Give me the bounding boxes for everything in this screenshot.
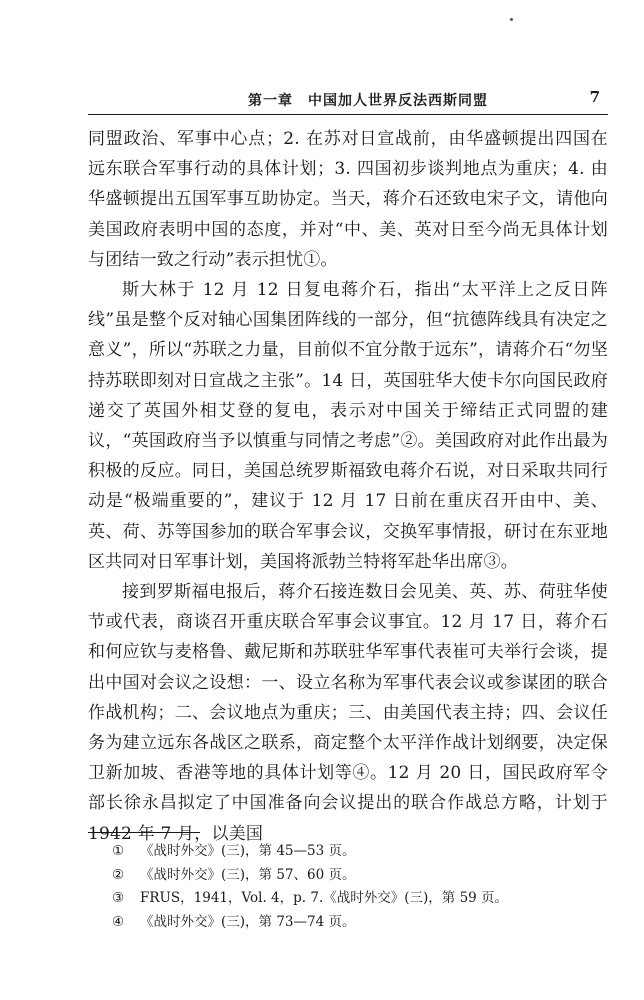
paragraph-2: 斯大林于 12 月 12 日复电蒋介石，指出“太平洋上之反日阵线”虽是整个反对轴心国集团阵线的一部分，但“抗德阵线具有决定之意义”，所以“苏联之力量，目前似不宜分散于远东”，请蒋介石“勿坚持苏联即刻对日宣战之主张”。14 日，英国驻华大使卡尔向国民政府递交了英国外相艾登的复电，表示对中国关于缔结正式同盟的建议，“英国政府当予以慎重与同情之考虑”②。美国政府对此作出最为积极的反应。同日，美国总统罗斯福致电蒋介石说，对日采取共同行动是“极端重要的”，建议于 12 月 17 日前在重庆召开由中、美、英、荷、苏等国参加的联合军事会议，交换军事情报，研讨在东亚地区共同对日军事计划，美国将派勃兰特将军赴华出席③。 — [88, 280, 608, 572]
paragraph-3: 接到罗斯福电报后，蒋介石接连数日会见美、英、苏、荷驻华使节或代表，商谈召开重庆联合军事会议事宜。12 月 17 日，蒋介石和何应钦与麦格鲁、戴尼斯和苏联驻华军事代表崔可夫举行会谈，提出中国对会议之设想：一、设立名称为军事代表会议或参谋团的联合作战机构；二、会议地点为重庆；三、由美国代表主持；四、会议任务为建立远东各战区之联系，商定整个太平洋作战计划纲要，决定保卫新加坡、香港等地的具体计划等④。12 月 20 日，国民政府军令部长徐永昌拟定了中国准备向会议提出的联合作战总方略，计划于 1942 年 7 月，以美国 — [88, 582, 608, 844]
chapter-title: 第一章 中国加人世界反法西斯同盟 — [248, 93, 488, 109]
footnote-mark: ③ — [112, 890, 125, 906]
footnote-mark: ① — [112, 843, 125, 859]
running-header — [88, 88, 608, 115]
footnote-text: 《战时外交》(三)，第 57、60 页。 — [140, 866, 356, 883]
footnote-text: 《战时外交》(三)，第 45—53 页。 — [140, 843, 356, 859]
footnote-2 — [112, 864, 608, 888]
footnote-mark: ④ — [112, 913, 125, 930]
footnotes — [112, 840, 608, 934]
footnote-4 — [112, 911, 608, 935]
scan-speck — [510, 18, 513, 21]
footnote-3 — [112, 887, 608, 911]
footnote-1 — [112, 840, 608, 864]
paragraph-1: 同盟政治、军事中心点；2. 在苏对日宣战前，由华盛顿提出四国在远东联合军事行动的具体计划；3. 四国初步谈判地点为重庆；4. 由华盛顿提出五国军事互助协定。当天，蒋介石还致电宋子文，请他向美国政府表明中国的态度，并对“中、美、英对日至今尚无具体计划与团结一致之行动”表示担忧①。 — [88, 129, 608, 270]
footnote-text: FRUS，1941，Vol. 4，p. 7.《战时外交》(三)，第 59 页。 — [140, 890, 509, 906]
body-text — [88, 124, 608, 849]
footnote-mark: ② — [112, 866, 125, 883]
footnote-text: 《战时外交》(三)，第 73—74 页。 — [140, 913, 356, 930]
footnote-divider — [88, 832, 200, 833]
page-number: 7 — [589, 88, 600, 106]
